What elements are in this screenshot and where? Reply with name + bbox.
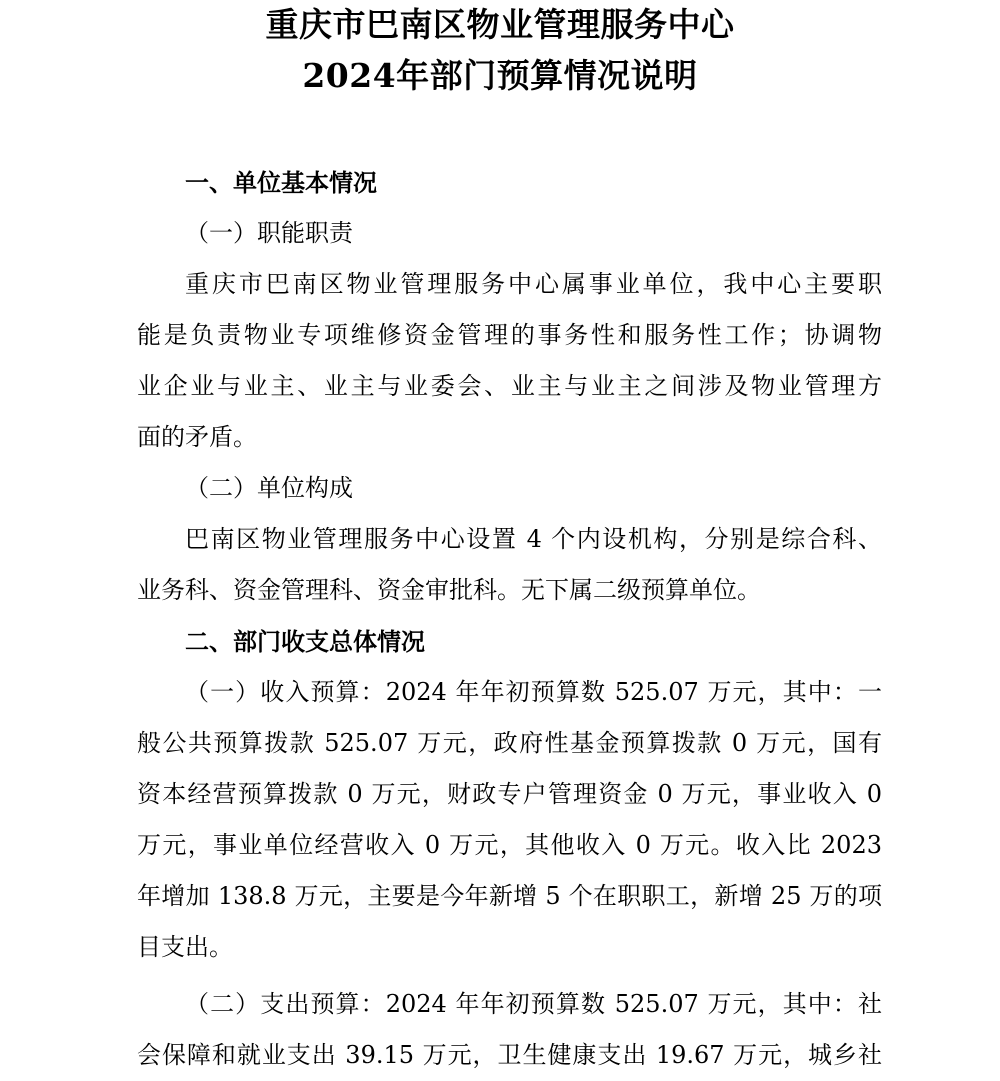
paragraph-structure: [137, 514, 882, 616]
paragraph-line: 巴南区物业管理服务中心设置 4 个内设机构，分别是综合科、: [185, 525, 882, 553]
document-body: [137, 157, 882, 1081]
section-heading-revenue-expenditure: 二、部门收支总体情况: [185, 627, 425, 656]
paragraph-line: 业务科、资金管理科、资金审批科。无下属二级预算单位。: [137, 576, 761, 604]
paragraph-line: 般公共预算拨款 525.07 万元，政府性基金预算拨款 0 万元，国有: [137, 729, 882, 757]
paragraph-line: 资本经营预算拨款 0 万元，财政专户管理资金 0 万元，事业收入 0: [137, 780, 882, 808]
paragraph-line: 万元，事业单位经营收入 0 万元，其他收入 0 万元。收入比 2023: [137, 831, 882, 859]
paragraph-income-budget: [137, 667, 882, 973]
section-heading-basic-info: 一、单位基本情况: [185, 168, 377, 197]
subsection-heading-structure: （二）单位构成: [185, 474, 353, 502]
paragraph-line: 年增加 138.8 万元，主要是今年新增 5 个在职职工，新增 25 万的项: [137, 882, 882, 910]
document-title-line1: 重庆市巴南区物业管理服务中心: [265, 5, 735, 44]
paragraph-line: 会保障和就业支出 39.15 万元，卫生健康支出 19.67 万元，城乡社: [137, 1041, 882, 1069]
paragraph-line: （二）支出预算：2024 年年初预算数 525.07 万元，其中：社: [185, 990, 882, 1018]
paragraph-line: 重庆市巴南区物业管理服务中心属事业单位，我中心主要职: [185, 270, 882, 298]
paragraph-line: 目支出。: [137, 933, 233, 961]
subsection-heading-functions: （一）职能职责: [185, 219, 353, 247]
paragraph-line: 业企业与业主、业主与业委会、业主与业主之间涉及物业管理方: [137, 372, 882, 400]
document-title-line2: 2024年部门预算情况说明: [302, 56, 698, 95]
paragraph-line: 能是负责物业专项维修资金管理的事务性和服务性工作；协调物: [137, 321, 882, 349]
paragraph-line: （一）收入预算：2024 年年初预算数 525.07 万元，其中：一: [185, 678, 882, 706]
paragraph-functions: [137, 259, 882, 463]
paragraph-line: 面的矛盾。: [137, 423, 257, 451]
paragraph-expense-budget: [137, 979, 882, 1081]
